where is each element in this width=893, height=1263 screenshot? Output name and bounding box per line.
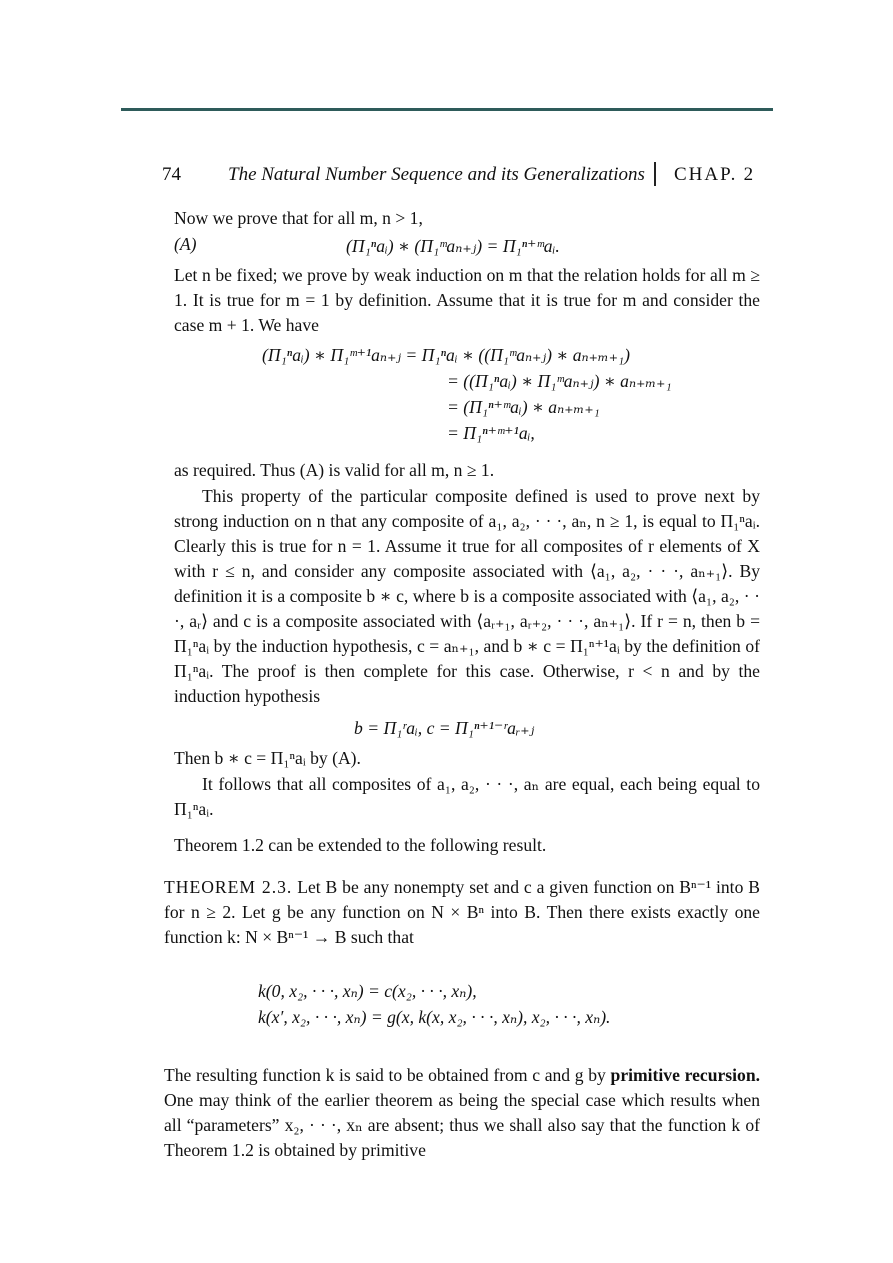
final-rest: One may think of the earlier theorem as being the special case which results when all “parameters” x₂, · · ·, xₙ are absent; thus we shall also say that the function k of Theorem 1.2 is obtained by primitive xyxy=(164,1090,760,1160)
derivation-line-3: = (Π₁ⁿ⁺ᵐaᵢ) ∗ aₙ₊ₘ₊₁ xyxy=(447,397,600,417)
paragraph-induction: Let n be fixed; we prove by weak induction on m that the relation holds for all m ≥ 1. It is true for m = 1 by definition. Assume that it is true for m and consider the case m + 1. We have xyxy=(174,265,760,335)
header-rule xyxy=(121,108,773,111)
theorem-equation-1: k(0, x₂, · · ·, xₙ) = c(x₂, · · ·, xₙ), xyxy=(258,981,477,1001)
derivation-line-1: (Π₁ⁿaᵢ) ∗ Π₁ᵐ⁺¹aₙ₊ⱼ = Π₁ⁿaᵢ ∗ ((Π₁ᵐaₙ₊ⱼ) ∗ aₙ₊ₘ₊₁) xyxy=(262,345,630,365)
equation-a: (Π₁ⁿaᵢ) ∗ (Π₁ᵐaₙ₊ⱼ) = Π₁ⁿ⁺ᵐaᵢ. xyxy=(346,236,560,256)
equation-a-label: (A) xyxy=(174,234,197,254)
chapter-label: CHAP. xyxy=(674,164,738,185)
chapter-number: 2 xyxy=(743,164,756,185)
running-title: The Natural Number Sequence and its Generalizations xyxy=(228,164,645,185)
intro-line: Now we prove that for all m, n > 1, xyxy=(174,208,423,228)
theorem-label: THEOREM 2.3. xyxy=(164,877,293,897)
running-header xyxy=(162,164,782,194)
final-lead: The resulting function k is said to be obtained from c and g by xyxy=(164,1065,606,1085)
theorem-equation-2: k(x′, x₂, · · ·, xₙ) = g(x, k(x, x₂, · · ·, xₙ), x₂, · · ·, xₙ). xyxy=(258,1007,611,1027)
paragraph-property: This property of the particular composite defined is used to prove next by strong induction on n that any composite of a₁, a₂, · · ·, aₙ, n ≥ 1, is equal to Π₁ⁿaᵢ. Clearly this is true for n = 1. Assume it true for all composites of r elements of X with r ≤ n, and consider any composite associated with ⟨a₁, a₂, · · ·, aₙ₊₁⟩. By definition it is a composite b ∗ c, where b is a composite associated with ⟨a₁, a₂, · · ·, aᵣ⟩ and c is a composite associated with ⟨aᵣ₊₁, aᵣ₊₂, · · ·, aₙ₊₁⟩. If r = n, then b = Π₁ⁿaᵢ by the induction hypothesis, c = aₙ₊₁, and b ∗ c = Π₁ⁿ⁺¹aᵢ by the definition of Π₁ⁿaᵢ. The proof is then complete for this case. Otherwise, r < n and by the induction hypothesis xyxy=(174,486,760,706)
paragraph-required: as required. Thus (A) is valid for all m, n ≥ 1. xyxy=(174,460,495,480)
page-number: 74 xyxy=(162,164,181,185)
primitive-recursion-term: primitive recursion. xyxy=(610,1065,760,1085)
equation-b-c: b = Π₁ʳaᵢ, c = Π₁ⁿ⁺¹⁻ʳaᵣ₊ⱼ xyxy=(354,718,535,738)
paragraph-extended: Theorem 1.2 can be extended to the following result. xyxy=(174,835,547,855)
paragraph-then: Then b ∗ c = Π₁ⁿaᵢ by (A). xyxy=(174,748,361,768)
paragraph-primitive-recursion xyxy=(164,1063,760,1163)
derivation-line-2: = ((Π₁ⁿaᵢ) ∗ Π₁ᵐaₙ₊ⱼ) ∗ aₙ₊ₘ₊₁ xyxy=(447,371,672,391)
theorem-2-3 xyxy=(164,875,760,950)
paragraph-follows: It follows that all composites of a₁, a₂, · · ·, aₙ are equal, each being equal to Π₁ⁿaᵢ. xyxy=(174,774,760,819)
theorem-text: Let B be any nonempty set and c a given function on Bⁿ⁻¹ into B for n ≥ 2. Let g be any function on N × Bⁿ into B. Then there exists exactly one function k: N × Bⁿ⁻¹ → B such that xyxy=(164,877,760,947)
header-divider xyxy=(654,162,656,186)
derivation-line-4: = Π₁ⁿ⁺ᵐ⁺¹aᵢ, xyxy=(447,423,535,443)
chapter-marker xyxy=(674,164,755,186)
